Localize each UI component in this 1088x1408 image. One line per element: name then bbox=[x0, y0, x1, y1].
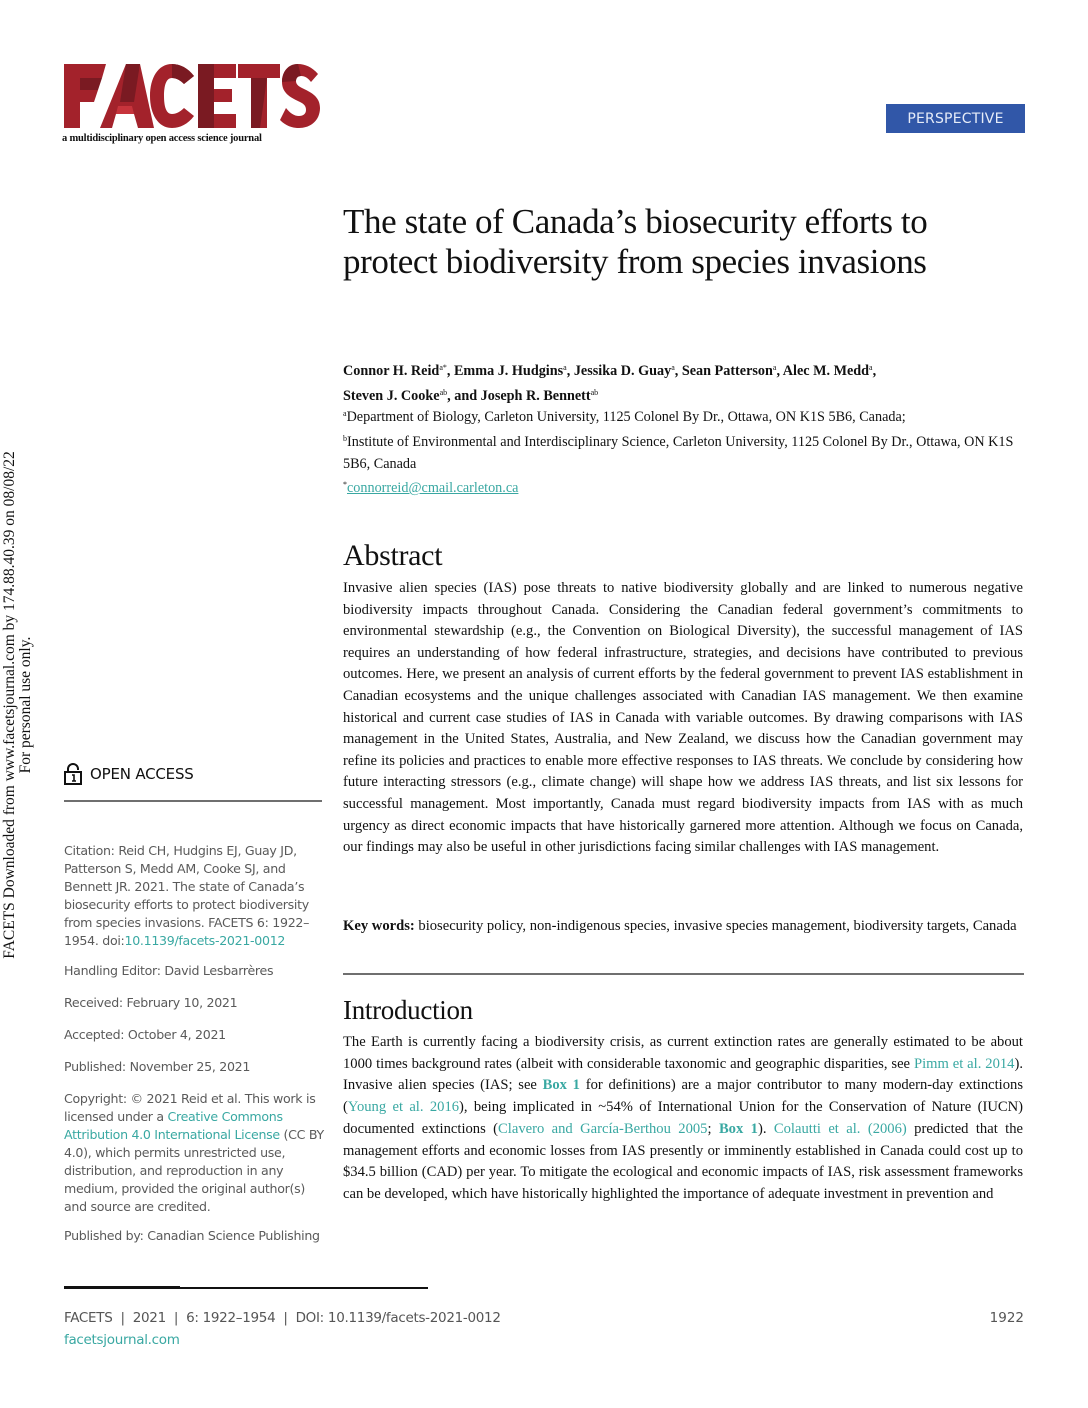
corresponding-author: *connorreid@cmail.carleton.ca bbox=[343, 480, 519, 496]
citation-block: Citation: Reid CH, Hudgins EJ, Guay JD, Patterson S, Medd AM, Cooke SJ, and Bennett JR. 2021. The state of Canada’s biosecurity efforts to protect biodiversity from species invasions. FACETS 6: 1922–1954. doi:10.1139/facets-2021-0012 bbox=[64, 843, 310, 948]
keywords-label: Key words: bbox=[343, 918, 415, 934]
affiliation-b: $^b$Institute of Environmental and Interdisciplinary Science, Carleton University, 1125 Colonel By Dr., Ottawa, ON K1S 5B6, Canada bbox=[343, 434, 1014, 472]
abstract-text: Invasive alien species (IAS) pose threats to native biodiversity globally and are linked to numerous negative biodiversity impacts throughout Canada. Considering the Canadian federal government’s commitments to environmental stewardship (e.g., the Convention on Biological Diversity), the successful management of IAS requires an understanding of how federal infrastructure, strategies, and decisions have contributed to previous outcomes. Here, we present an analysis of current efforts by the federal government to prevent IAS establishment in Canadian ecosystems and the unique challenges associated with Canadian IAS management. We then examine historical and current case studies of IAS in Canada with variable outcomes. By drawing comparisons with IAS management in the United States, Australia, and New Zealand, we discuss how the Canadian government may refine its policies and practices to enable more effective responses to IAS threats. We conclude by considering how future interacting stressors (e.g., climate change) will shape how we address IAS threats, and list six lessons for successful management. Most importantly, Canada must regard biodiversity impacts from IAS with as much urgency as direct economic impacts that have historically garnered more attention. Although we focus on Canada, our findings may also be useful in other jurisdictions facing similar challenges with IAS management. bbox=[343, 580, 1023, 856]
author: Jessika D. Guay$^a$ bbox=[573, 363, 675, 379]
keywords bbox=[343, 915, 1023, 937]
footer-rule bbox=[64, 1286, 180, 1289]
introduction-text: The Earth is currently facing a biodiversity crisis, as current extinction rates are generally estimated to be about 1000 times background rates (albeit with considerable taxonomic and geographic disparities, see Pimm et al. 2014). Invasive alien species (IAS; see Box 1 for definitions) are a major contributor to many modern-day extinctions (Young et al. 2016), being implicated in ~54% of International Union for the Conservation of Nature (IUCN) documented extinctions (Clavero and García-Berthou 2005; Box 1). Colautti et al. (2006) predicted that the management efforts and economic losses from IAS presently or imminently established in Canada could cost up to $34.5 billion (CAD) per year. To mitigate the ecological and economic impacts of IAS, risk assessment frameworks can be developed, which have historically highlighted the importance of adequate investment in prevention and bbox=[343, 1034, 1024, 1202]
journal-website-link[interactable]: facetsjournal.com bbox=[64, 1332, 180, 1348]
copyright-notice: Copyright: © 2021 Reid et al. This work is licensed under a Creative Commons Attribution 4.0 International License (CC BY 4.0), which permits unrestricted use, distribution, and reproduction in any medium, provided the original author(s) and source are credited. bbox=[64, 1091, 324, 1214]
author: Connor H. Reid$^{a*}$ bbox=[343, 363, 447, 379]
corresponding-email-link[interactable]: connorreid@cmail.carleton.ca bbox=[347, 480, 519, 496]
download-stamp-line1: FACETS Downloaded from www.facetsjournal.com by 174.88.40.39 on 08/08/22 bbox=[1, 451, 18, 959]
section-divider bbox=[343, 973, 1024, 975]
sidebar-divider bbox=[64, 800, 322, 802]
affiliation-a: $^a$Department of Biology, Carleton University, 1125 Colonel By Dr., Ottawa, ON K1S 5B6, Canada; bbox=[343, 409, 906, 425]
abstract-heading: Abstract bbox=[343, 539, 443, 572]
box-1-link[interactable]: Box 1 bbox=[542, 1077, 580, 1094]
published-date: Published: November 25, 2021 bbox=[64, 1059, 251, 1074]
footer-citation: FACETS | 2021 | 6: 1922–1954 | DOI: 10.1139/facets-2021-0012 bbox=[64, 1310, 501, 1326]
introduction-heading: Introduction bbox=[343, 995, 473, 1025]
citation-link-pimm-2014[interactable]: Pimm et al. 2014 bbox=[913, 1055, 1015, 1072]
publisher: Published by: Canadian Science Publishing bbox=[64, 1228, 320, 1243]
open-access-label: OPEN ACCESS bbox=[64, 763, 194, 785]
keywords-list: biosecurity policy, non-indigenous species, invasive species management, biodiversity targets, Canada bbox=[414, 918, 1017, 934]
affiliations bbox=[343, 403, 1023, 475]
author: Emma J. Hudgins$^a$ bbox=[453, 363, 567, 379]
journal-logo bbox=[62, 62, 322, 144]
open-lock-icon bbox=[64, 763, 82, 785]
download-stamp bbox=[2, 410, 46, 1000]
doi-link[interactable]: 10.1139/facets-2021-0012 bbox=[124, 933, 286, 948]
article-title: The state of Canada’s biosecurity efforts to protect biodiversity from species invasions bbox=[343, 202, 928, 281]
footer-rule bbox=[180, 1287, 428, 1289]
citation-link-clavero-2005[interactable]: Clavero and García-Berthou 2005 bbox=[498, 1120, 708, 1137]
journal-tagline: a multidisciplinary open access science journal bbox=[62, 133, 262, 144]
author: Steven J. Cooke$^{ab}$ bbox=[343, 388, 448, 404]
citation-link-colautti-2006[interactable]: Colautti et al. (2006) bbox=[773, 1120, 907, 1137]
download-stamp-line2: For personal use only. bbox=[17, 636, 34, 774]
accepted-date: Accepted: October 4, 2021 bbox=[64, 1027, 226, 1042]
author: Sean Patterson$^a$ bbox=[681, 363, 777, 379]
facets-logo-icon bbox=[62, 62, 320, 130]
author-list: Connor H. Reid$^{a*}$, Emma J. Hudgins$^a$, Jessika D. Guay$^a$, Sean Patterson$^a$, Alec M. Medd$^a$, Steven J. Cooke$^{ab}$, and Joseph R. Bennett$^{ab}$ bbox=[343, 363, 877, 404]
article-type-badge: PERSPECTIVE bbox=[886, 104, 1025, 133]
citation-link-young-2016[interactable]: Young et al. 2016 bbox=[347, 1099, 460, 1116]
handling-editor: Handling Editor: David Lesbarrères bbox=[64, 963, 274, 978]
author: Alec M. Medd$^a$ bbox=[782, 363, 873, 379]
cc-license-link[interactable]: Creative Commons Attribution 4.0 International License bbox=[64, 1109, 283, 1142]
box-1-link[interactable]: Box 1 bbox=[718, 1120, 758, 1137]
author: Joseph R. Bennett$^{ab}$ bbox=[480, 388, 599, 404]
page-number: 1922 bbox=[989, 1310, 1024, 1326]
received-date: Received: February 10, 2021 bbox=[64, 995, 238, 1010]
